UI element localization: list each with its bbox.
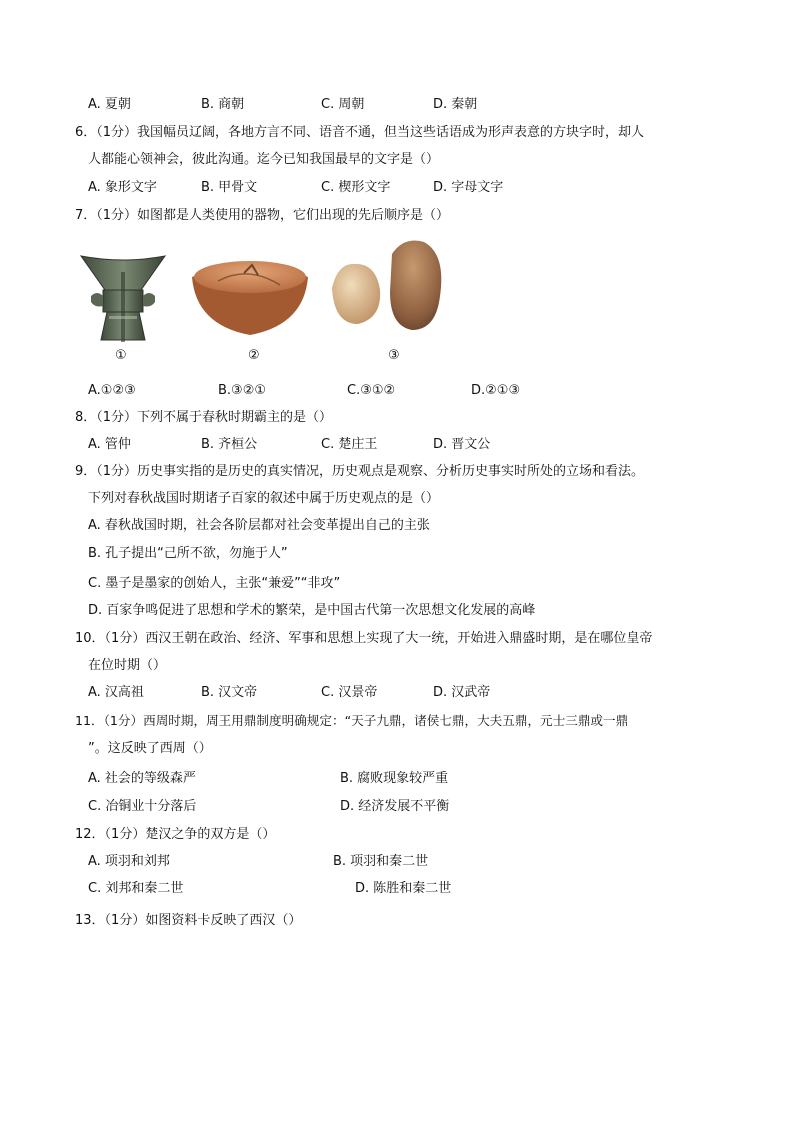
q5-option-b: B. 商朝: [201, 97, 245, 112]
q5-option-c: C. 周朝: [321, 97, 365, 112]
bronze-vessel-image: [75, 250, 171, 346]
q10-stem-line-2: 在位时期（）: [88, 658, 167, 673]
q6-option-a: A. 象形文字: [88, 180, 157, 195]
q6-option-c: C. 楔形文字: [321, 180, 391, 195]
q12-option-b: B. 项羽和秦二世: [333, 854, 429, 869]
q10-option-b: B. 汉文帝: [201, 685, 258, 700]
q9-option-d: D. 百家争鸣促进了思想和学术的繁荣，是中国古代第一次思想文化发展的高峰: [88, 603, 536, 618]
q9-stem-line-2: 下列对春秋战国时期诸子百家的叙述中属于历史观点的是（）: [88, 491, 440, 506]
q9-option-b: B. 孔子提出“己所不欲，勿施于人”: [88, 546, 288, 561]
q7-option-b: B.③②①: [218, 383, 267, 398]
q9-option-c: C. 墨子是墨家的创始人，主张“兼爱”“非攻”: [88, 576, 341, 591]
q7-stem-line-1: 7．（1分）如图都是人类使用的器物，它们出现的先后顺序是（）: [75, 208, 450, 223]
q10-option-a: A. 汉高祖: [88, 685, 144, 700]
figure-label-1: ①: [115, 348, 127, 363]
q12-option-d: D. 陈胜和秦二世: [355, 881, 452, 896]
q7-option-c: C.③①②: [347, 383, 396, 398]
q8-option-d: D. 晋文公: [433, 437, 491, 452]
q10-option-c: C. 汉景帝: [321, 685, 378, 700]
q6-stem-line-1: 6．（1分）我国幅员辽阔，各地方言不同、语音不通，但当这些话语成为形声表意的方块字时，却人: [75, 125, 645, 140]
q8-stem-line-1: 8．（1分）下列不属于春秋时期霸主的是（）: [75, 410, 333, 425]
q9-stem-line-1: 9．（1分）历史事实指的是历史的真实情况，历史观点是观察、分析历史事实时所处的立场和看法。: [75, 464, 645, 479]
q5-option-a: A. 夏朝: [88, 97, 131, 112]
stone-tools-image: [324, 236, 450, 332]
q10-option-d: D. 汉武帝: [433, 685, 491, 700]
q11-option-d: D. 经济发展不平衡: [340, 799, 450, 814]
q12-option-a: A. 项羽和刘邦: [88, 854, 170, 869]
q11-stem-line-2: ”。这反映了西周（）: [88, 741, 212, 756]
figure-label-2: ②: [248, 348, 260, 363]
q8-option-b: B. 齐桓公: [201, 437, 258, 452]
q8-option-c: C. 楚庄王: [321, 437, 378, 452]
q11-option-c: C. 冶铜业十分落后: [88, 799, 197, 814]
q9-option-a: A. 春秋战国时期，社会各阶层都对社会变革提出自己的主张: [88, 518, 430, 533]
q11-stem-line-1: 11．（1分）西周时期，周王用鼎制度明确规定：“天子九鼎，诸侯七鼎，大夫五鼎，元士三鼎或一鼎: [75, 713, 629, 728]
q12-option-c: C. 刘邦和秦二世: [88, 881, 184, 896]
q8-option-a: A. 管仲: [88, 437, 131, 452]
q6-option-d: D. 字母文字: [433, 180, 504, 195]
q11-option-a: A. 社会的等级森严: [88, 771, 196, 786]
q7-option-d: D.②①③: [471, 383, 521, 398]
q13-stem-line-1: 13．（1分）如图资料卡反映了西汉（）: [75, 913, 302, 928]
pottery-basin-image: [188, 255, 312, 339]
figure-label-3: ③: [388, 348, 400, 363]
q11-option-b: B. 腐败现象较严重: [340, 771, 449, 786]
q6-stem-line-2: 人都能心领神会，彼此沟通。迄今已知我国最早的文字是（）: [88, 152, 440, 167]
q7-option-a: A.①②③: [88, 383, 136, 398]
q10-stem-line-1: 10．（1分）西汉王朝在政治、经济、军事和思想上实现了大一统，开始进入鼎盛时期，是在哪位皇帝: [75, 631, 653, 646]
q6-option-b: B. 甲骨文: [201, 180, 258, 195]
q5-option-d: D. 秦朝: [433, 97, 478, 112]
q12-stem-line-1: 12．（1分）楚汉之争的双方是（）: [75, 827, 276, 842]
